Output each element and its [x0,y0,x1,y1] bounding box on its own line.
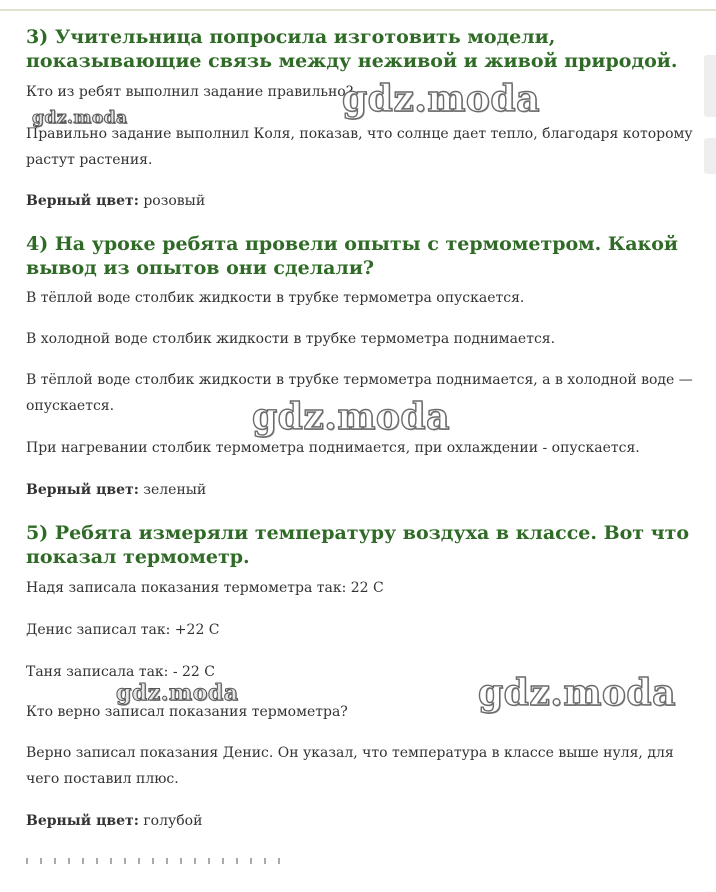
question-3-answer [26,188,698,214]
question-4-heading: 4) На уроке ребята провели опыты с термометром. Какой вывод из опытов они сделали? [26,233,678,279]
answer-value: зеленый [143,482,207,498]
side-scroll-handle-secondary[interactable] [704,138,716,174]
question-4-line-3: В тёплой воде столбик жидкости в трубке термометра поднимается, а в холодной воде — опускается. [26,372,693,414]
question-3-heading: 3) Учительница попросила изготовить модели, показывающие связь между неживой и живой природой. [26,26,678,72]
question-4-line-1: В тёплой воде столбик жидкости в трубке термометра опускается. [26,290,525,306]
top-divider [0,9,716,11]
question-3-line-2: Правильно задание выполнил Коля, показав, что солнце дает тепло, благодаря которому растут растения. [26,126,693,168]
watermark-logo-small: gdz.moda [116,680,239,706]
question-4-line-4: При нагревании столбик термометра поднимается, при охлаждении - опускается. [26,440,640,456]
answer-value: голубой [143,813,203,829]
answer-label: Верный цвет: [26,482,139,498]
side-scroll-handle[interactable] [704,55,716,117]
watermark-logo: gdz.moda [342,78,540,120]
question-5-line-4: Кто верно записал показания термометра? [26,704,348,720]
answer-label: Верный цвет: [26,813,139,829]
question-5-line-5: Верно записал показания Денис. Он указал, что температура в классе выше нуля, для чего поставил плюс. [26,745,674,787]
answer-value: розовый [143,193,206,209]
answer-label: Верный цвет: [26,193,139,209]
question-3-line-1: Кто из ребят выполнил задание правильно? [26,84,354,100]
question-5-line-1: Надя записала показания термометра так: 22 С [26,580,384,596]
question-5-answer [26,808,698,834]
question-5-line-2: Денис записал так: +22 С [26,622,220,638]
question-5-heading: 5) Ребята измеряли температуру воздуха в классе. Вот что показал термометр. [26,522,690,568]
watermark-logo: gdz.moda [252,396,450,438]
cut-off-next-line [26,858,286,864]
question-4-line-2: В холодной воде столбик жидкости в трубке термометра поднимается. [26,331,556,347]
watermark-logo-small: gdz.moda [32,108,128,128]
question-4-answer [26,477,698,503]
watermark-logo: gdz.moda [478,672,676,714]
question-5-line-3: Таня записала так: - 22 С [26,664,215,680]
